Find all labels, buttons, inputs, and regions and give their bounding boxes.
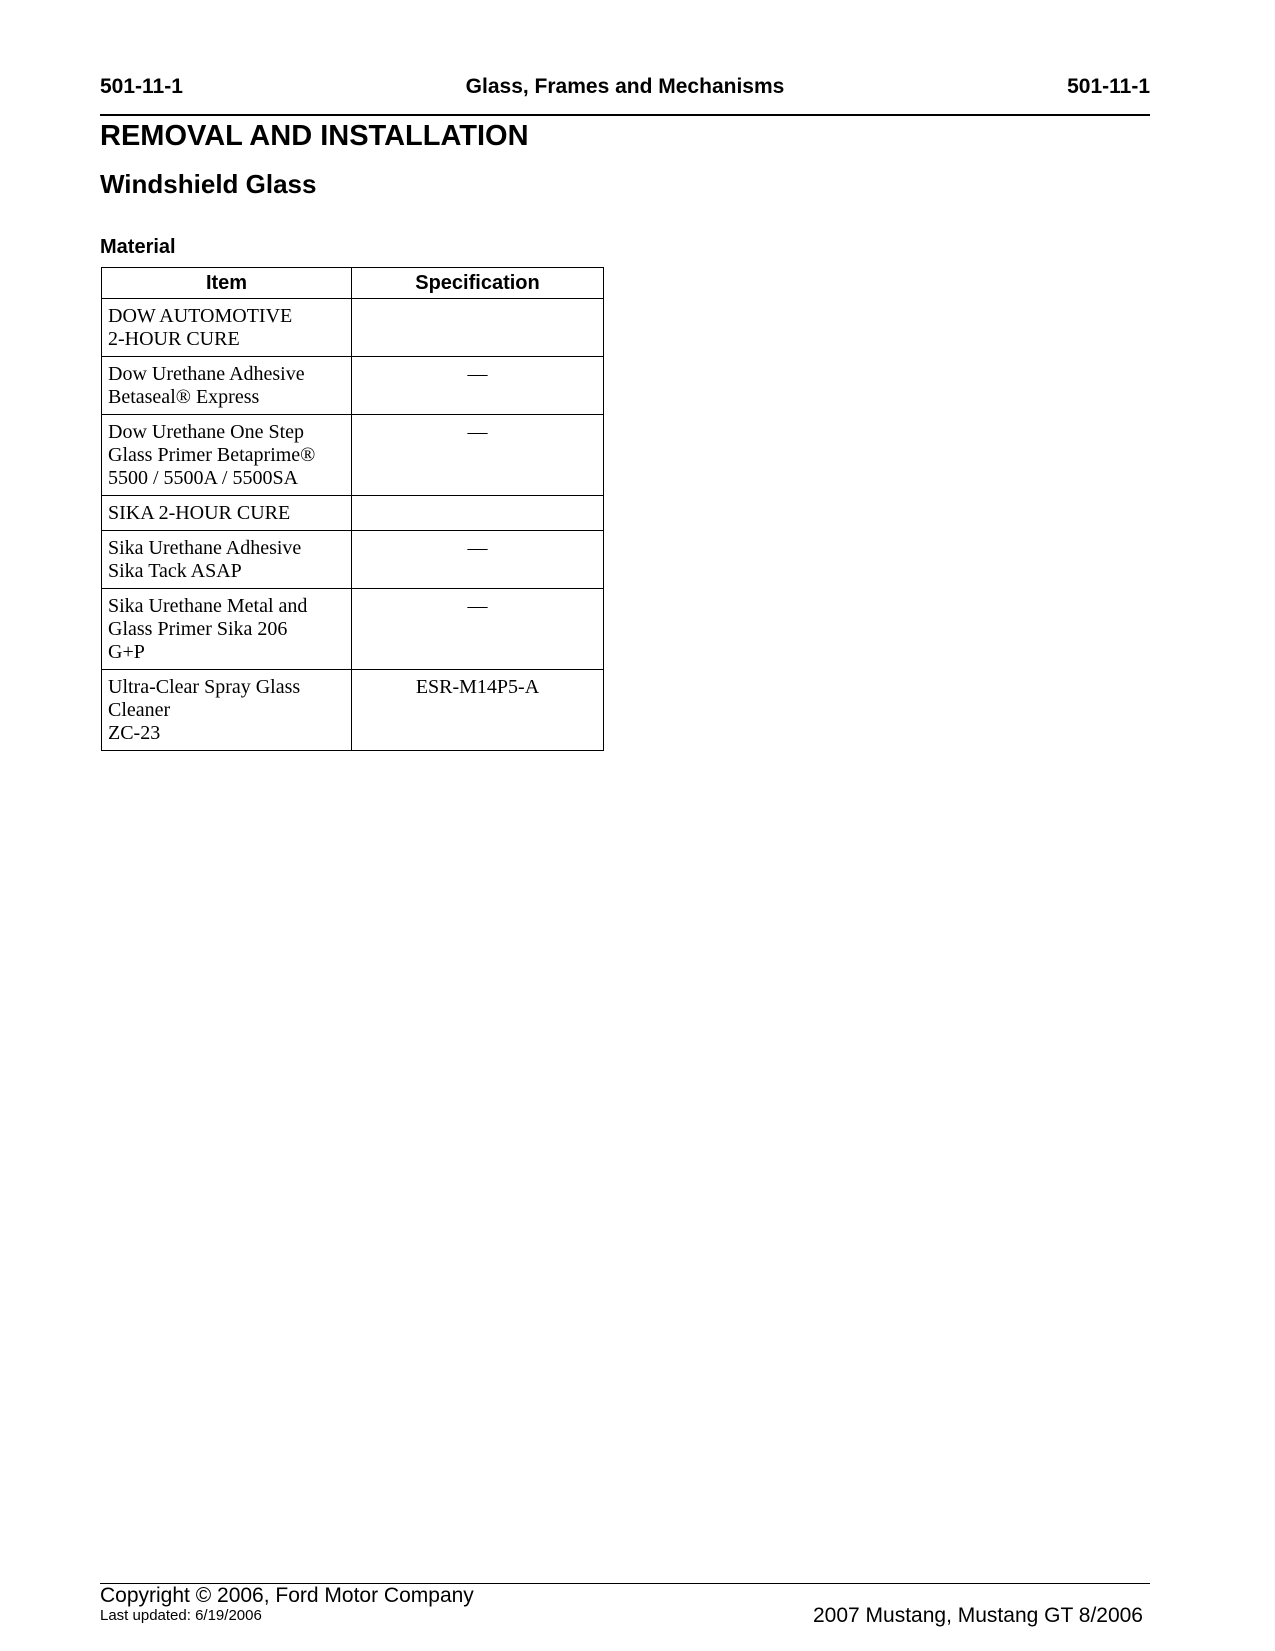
spec-cell: [352, 415, 604, 496]
spec-cell: [352, 589, 604, 670]
item-cell: [102, 531, 352, 589]
table-row: [102, 670, 604, 751]
item-text: Dow Urethane One Step Glass Primer Betaprime® 5500 / 5500A / 5500SA: [108, 421, 316, 489]
item-cell: [102, 496, 352, 531]
footer-model: 2007 Mustang, Mustang GT 8/2006: [813, 1604, 1143, 1627]
spec-cell: [352, 531, 604, 589]
spec-cell: [352, 670, 604, 751]
item-text: Ultra-Clear Spray Glass Cleaner ZC-23: [108, 676, 301, 744]
spec-text: —: [467, 537, 488, 559]
item-cell: [102, 415, 352, 496]
page-title: REMOVAL AND INSTALLATION: [100, 120, 529, 152]
header-section-title: Glass, Frames and Mechanisms: [465, 75, 785, 98]
header-page-number-left: 501-11-1: [100, 75, 183, 98]
table-row: [102, 589, 604, 670]
footer-last-updated: Last updated: 6/19/2006: [100, 1607, 262, 1624]
table-row: [102, 531, 604, 589]
spec-text: —: [467, 363, 488, 385]
item-cell: [102, 357, 352, 415]
item-text: Sika Urethane Adhesive Sika Tack ASAP: [108, 537, 302, 582]
spec-text: ESR-M14P5-A: [415, 676, 540, 698]
spec-cell: [352, 357, 604, 415]
page-subtitle: Windshield Glass: [100, 169, 317, 199]
spec-text: —: [467, 421, 488, 443]
spec-text: —: [467, 595, 488, 617]
header-page-number-right: 501-11-1: [1067, 75, 1150, 98]
item-text: DOW AUTOMOTIVE 2-HOUR CURE: [108, 305, 293, 350]
footer-copyright: Copyright © 2006, Ford Motor Company: [100, 1584, 474, 1607]
spec-cell: [352, 496, 604, 531]
table-row: [102, 496, 604, 531]
column-header-item: Item: [102, 268, 352, 299]
table-row: [102, 415, 604, 496]
spec-cell: [352, 299, 604, 357]
page-header: [100, 74, 1150, 116]
item-text: Dow Urethane Adhesive Betaseal® Express: [108, 363, 305, 408]
material-table: [101, 267, 604, 751]
table-row: [102, 357, 604, 415]
table-header-row: [102, 268, 604, 299]
item-cell: [102, 589, 352, 670]
item-text: Sika Urethane Metal and Glass Primer Sika 206 G+P: [108, 595, 308, 663]
table-row: [102, 299, 604, 357]
material-heading: Material: [100, 236, 176, 258]
column-header-specification: Specification: [352, 268, 604, 299]
item-text: SIKA 2-HOUR CURE: [108, 502, 291, 524]
item-cell: [102, 670, 352, 751]
item-cell: [102, 299, 352, 357]
